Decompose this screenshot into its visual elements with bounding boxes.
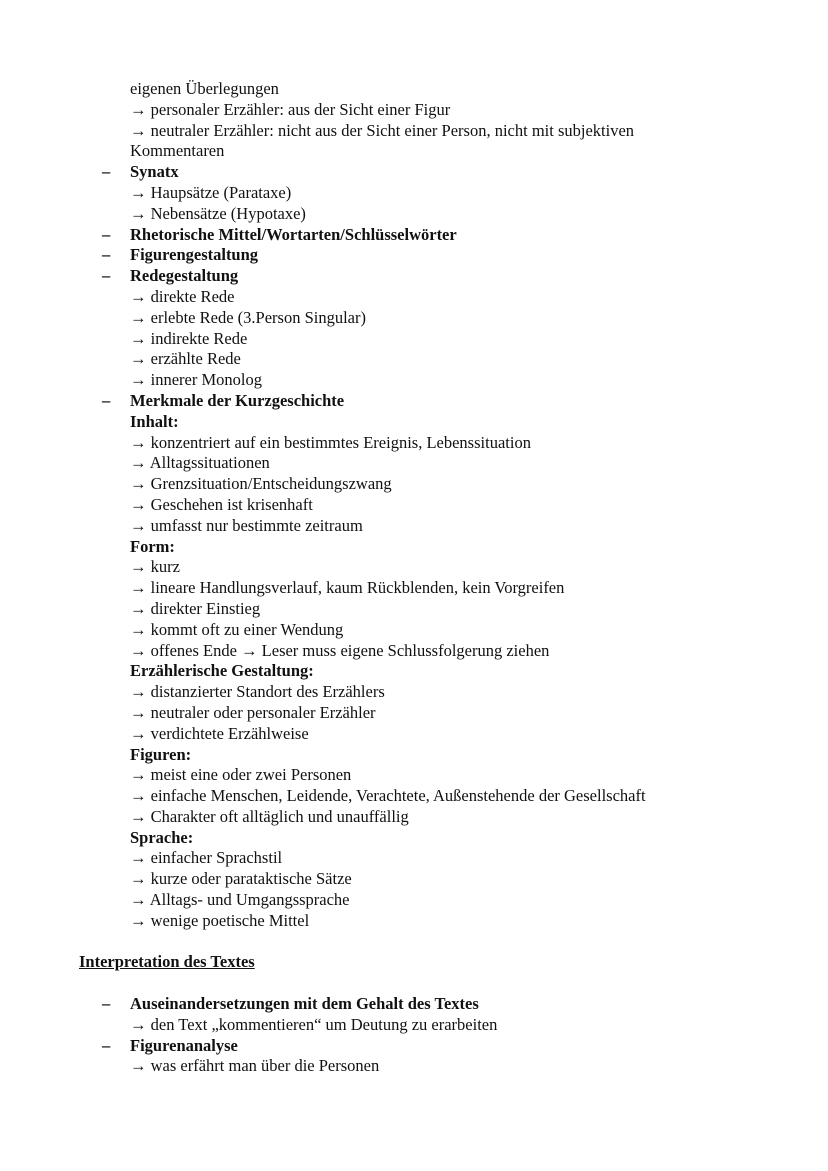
arrow-item (0, 807, 828, 828)
arrow-item (0, 204, 828, 225)
arrow-item (0, 869, 828, 890)
arrow-item-text: → konzentriert auf ein bestimmtes Ereignis, Lebenssituation (130, 432, 531, 452)
arrow-item (0, 599, 828, 620)
bullet-item (0, 245, 828, 266)
arrow-item (0, 1056, 828, 1077)
text-line-content: Kommentaren (130, 141, 225, 161)
text-line (0, 79, 828, 100)
arrow-item-text: → Alltagssituationen (130, 453, 270, 473)
arrow-item (0, 911, 828, 932)
subheading-label: Inhalt: (130, 411, 179, 431)
arrow-item-text: → neutraler oder personaler Erzähler (130, 702, 376, 722)
bullet-dash: – (102, 162, 111, 182)
arrow-item-text: → direkter Einstieg (130, 598, 261, 618)
arrow-item (0, 848, 828, 869)
arrow-item-text: → wenige poetische Mittel (130, 910, 310, 930)
arrow-item-text: → erzählte Rede (130, 349, 241, 369)
subheading-label: Figuren: (130, 744, 192, 764)
bullet-dash: – (102, 994, 111, 1014)
bullet-label: Rhetorische Mittel/Wortarten/Schlüsselwörter (130, 224, 457, 244)
bullet-label: Figurenanalyse (130, 1035, 238, 1055)
arrow-item-text: → kurz (130, 557, 180, 577)
bullet-item (0, 225, 828, 246)
arrow-item-text: → neutraler Erzähler: nicht aus der Sicht einer Person, nicht mit subjektiven (130, 120, 635, 140)
arrow-item (0, 121, 828, 142)
blank-line (0, 973, 828, 994)
arrow-item-text: → einfacher Sprachstil (130, 848, 283, 868)
bullet-label: Figurengestaltung (130, 245, 259, 265)
arrow-item (0, 890, 828, 911)
arrow-item (0, 287, 828, 308)
arrow-item (0, 183, 828, 204)
arrow-item (0, 1015, 828, 1036)
bullet-item (0, 391, 828, 412)
section-heading-label: Interpretation des Textes (79, 952, 255, 972)
bullet-item (0, 1036, 828, 1057)
arrow-item (0, 370, 828, 391)
arrow-item-text: → distanzierter Standort des Erzählers (130, 682, 385, 702)
arrow-item (0, 578, 828, 599)
text-line (0, 141, 828, 162)
arrow-item-text: → umfasst nur bestimmte zeitraum (130, 515, 363, 535)
arrow-item-text: → Charakter oft alltäglich und unauffällig (130, 806, 409, 826)
arrow-item (0, 100, 828, 121)
arrow-item-text: → direkte Rede (130, 286, 235, 306)
arrow-item (0, 453, 828, 474)
arrow-item (0, 433, 828, 454)
arrow-item (0, 620, 828, 641)
bullet-item (0, 994, 828, 1015)
arrow-item-text: → was erfährt man über die Personen (130, 1056, 380, 1076)
arrow-item-text: → Alltags- und Umgangssprache (130, 890, 350, 910)
bullet-label: Auseinandersetzungen mit dem Gehalt des Textes (130, 994, 479, 1014)
bullet-dash: – (102, 1035, 111, 1055)
subheading-label: Erzählerische Gestaltung: (130, 661, 314, 681)
bullet-dash: – (102, 390, 111, 410)
arrow-item-text: → kurze oder parataktische Sätze (130, 869, 352, 889)
blank-line (0, 932, 828, 953)
subheading (0, 745, 828, 766)
arrow-item-text: → Haupsätze (Parataxe) (130, 182, 292, 202)
subheading (0, 412, 828, 433)
arrow-item-text: → personaler Erzähler: aus der Sicht einer Figur (130, 99, 451, 119)
subheading (0, 661, 828, 682)
bullet-item (0, 266, 828, 287)
arrow-item (0, 495, 828, 516)
bullet-item (0, 162, 828, 183)
arrow-item (0, 516, 828, 537)
document-page (0, 79, 828, 1077)
arrow-item (0, 682, 828, 703)
arrow-item-text: → verdichtete Erzählweise (130, 723, 309, 743)
subheading-label: Sprache: (130, 827, 194, 847)
arrow-item (0, 308, 828, 329)
subheading (0, 537, 828, 558)
arrow-item-text: → Nebensätze (Hypotaxe) (130, 203, 306, 223)
bullet-label: Merkmale der Kurzgeschichte (130, 390, 345, 410)
bullet-dash: – (102, 245, 111, 265)
arrow-item-text: → erlebte Rede (3.Person Singular) (130, 307, 366, 327)
arrow-item-text: → Geschehen ist krisenhaft (130, 494, 313, 514)
arrow-item (0, 349, 828, 370)
arrow-item (0, 557, 828, 578)
arrow-item-text: → lineare Handlungsverlauf, kaum Rückblenden, kein Vorgreifen (130, 578, 565, 598)
arrow-item (0, 724, 828, 745)
bullet-dash: – (102, 266, 111, 286)
arrow-item-text: → offenes Ende → Leser muss eigene Schlussfolgerung ziehen (130, 640, 550, 660)
bullet-label: Synatx (130, 162, 179, 182)
arrow-item (0, 641, 828, 662)
arrow-item-text: → indirekte Rede (130, 328, 248, 348)
arrow-item-text: → meist eine oder zwei Personen (130, 765, 352, 785)
arrow-item (0, 786, 828, 807)
arrow-item-text: → kommt oft zu einer Wendung (130, 619, 344, 639)
arrow-item-text: → innerer Monolog (130, 370, 262, 390)
section-heading (0, 952, 828, 973)
text-line-content: eigenen Überlegungen (130, 79, 279, 98)
arrow-item-text: → den Text „kommentieren“ um Deutung zu erarbeiten (130, 1014, 498, 1034)
subheading (0, 828, 828, 849)
bullet-label: Redegestaltung (130, 266, 239, 286)
arrow-item (0, 329, 828, 350)
arrow-item (0, 474, 828, 495)
bullet-dash: – (102, 224, 111, 244)
arrow-item (0, 765, 828, 786)
subheading-label: Form: (130, 536, 175, 556)
arrow-item-text: → Grenzsituation/Entscheidungszwang (130, 474, 392, 494)
arrow-item-text: → einfache Menschen, Leidende, Verachtete, Außenstehende der Gesellschaft (130, 786, 646, 806)
arrow-item (0, 703, 828, 724)
